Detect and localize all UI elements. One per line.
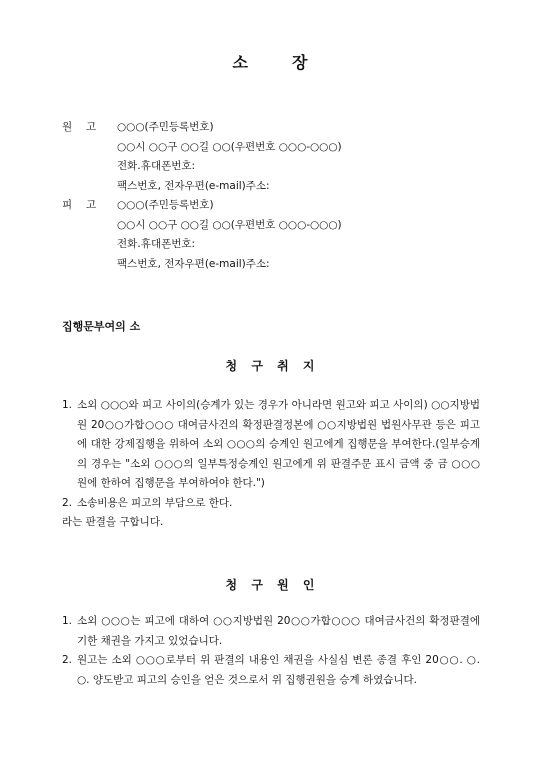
claim-purpose-item	[62, 396, 480, 494]
item-text: 소송비용은 피고의 부담으로 한다.	[77, 496, 233, 509]
title-char-1: 소	[232, 53, 248, 72]
defendant-phone: 전화․휴대폰번호:	[117, 238, 196, 250]
defendant-fax-email: 팩스번호, 전자우편(e-mail)주소:	[117, 257, 270, 270]
plaintiff-address: ○○시 ○○구 ○○길 ○○(우편번호 ○○○-○○○)	[117, 140, 342, 153]
defendant-label: 피 고	[62, 199, 97, 211]
item-number: 1.	[62, 615, 73, 627]
defendant-address: ○○시 ○○구 ○○길 ○○(우편번호 ○○○-○○○)	[117, 218, 342, 231]
plaintiff-section	[62, 118, 502, 196]
claim-cause-heading: 청 구 원 인	[225, 578, 315, 592]
item-number: 2.	[62, 654, 73, 666]
defendant-name: ○○○(주민등록번호)	[117, 199, 214, 211]
document-title	[0, 50, 540, 73]
claim-purpose-heading: 청 구 취 지	[225, 359, 315, 373]
plaintiff-name: ○○○(주민등록번호)	[117, 121, 214, 133]
item-text: 소외 ○○○와 피고 사이의(승계가 있는 경우가 아니라면 원고와 피고 사이의) ○○지방법원 20○○가합○○○ 대여금사건의 확정판결정본에 ○○지방법원 법원사무관 등은 피고에 대한 강제집행을 위하여 소외 ○○○의 승계인 원고에게 집행문을 부여한다.(일부승계의 경우는 "소외 ○○○의 일부특정승계인 원고에게 위 판결주문 표시 금액 중 금 ○○○원에 한하여 집행문을 부여하여야 한다.")	[77, 399, 480, 489]
item-number: 1.	[62, 399, 73, 411]
item-text: 원고는 소외 ○○○로부터 위 판결의 내용인 채권을 사실심 변론 종결 후인 20○○. ○. ○. 양도받고 피고의 승인을 얻은 것으로서 위 집행권원을 승계 하였습니다.	[77, 654, 480, 686]
claim-cause-list	[62, 612, 480, 690]
claim-purpose-list	[62, 396, 480, 533]
case-name: 집행문부여의 소	[62, 320, 141, 333]
defendant-section	[62, 196, 502, 274]
plaintiff-phone: 전화․휴대폰번호:	[117, 160, 196, 172]
item-number: 2.	[62, 496, 73, 509]
plaintiff-label: 원 고	[62, 121, 97, 133]
claim-purpose-closing: 라는 판결을 구합니다.	[62, 516, 164, 528]
claim-cause-item	[62, 651, 480, 690]
claim-purpose-item	[62, 494, 480, 514]
item-text: 소외 ○○○는 피고에 대하여 ○○지방법원 20○○가합○○○ 대여금사건의 확정판결에 기한 채권을 가지고 있었습니다.	[77, 615, 480, 647]
title-char-2: 장	[292, 53, 308, 72]
claim-cause-item	[62, 612, 480, 651]
plaintiff-fax-email: 팩스번호, 전자우편(e-mail)주소:	[117, 179, 270, 192]
